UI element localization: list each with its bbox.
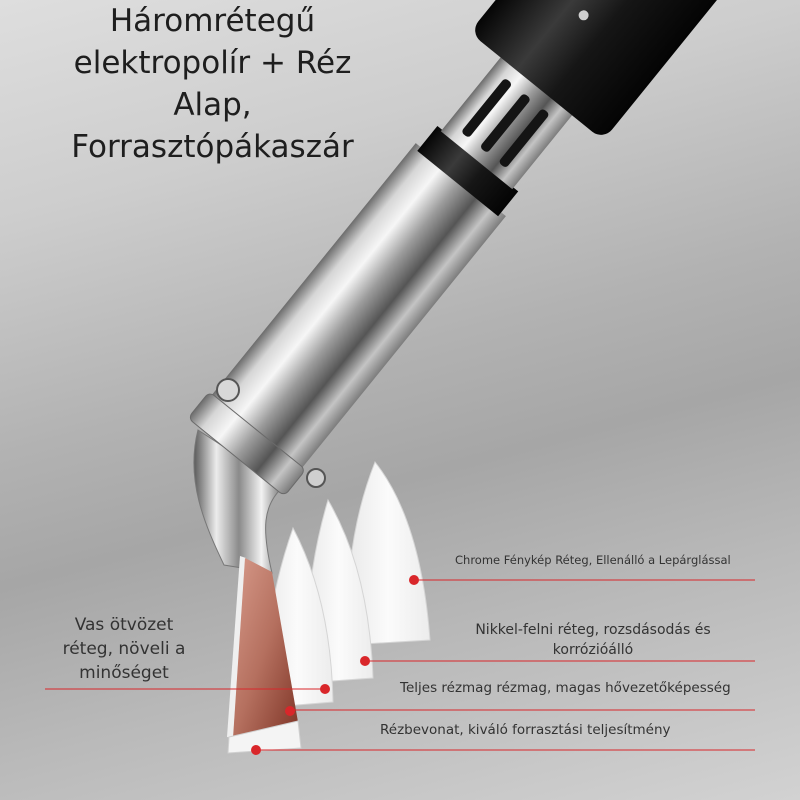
title-line: Forrasztópákaszár — [71, 129, 354, 165]
title-line: elektropolír + Réz — [73, 45, 352, 81]
iron-alloy-label-line: minőséget — [79, 663, 169, 683]
nickel-label-line: Nikkel-felni réteg, rozsdásodás és — [475, 622, 711, 638]
nickel-layer-label — [440, 620, 746, 660]
title-line: Alap, — [173, 87, 252, 123]
chrome-layer-label: Chrome Fénykép Réteg, Ellenálló a Lepárglással — [455, 553, 731, 567]
screw — [307, 469, 325, 487]
copper-plating-label: Rézbevonat, kiváló forrasztási teljesítmény — [380, 722, 671, 738]
chrome-marker-dot — [409, 575, 419, 585]
title-line: Háromrétegű — [109, 3, 316, 39]
nickel-marker-dot — [360, 656, 370, 666]
copper-plating-marker-dot — [251, 745, 261, 755]
copper-core-marker-dot — [285, 706, 295, 716]
iron-alloy-marker-dot — [320, 684, 330, 694]
screw — [217, 379, 239, 401]
iron-alloy-label — [24, 613, 224, 685]
iron-alloy-label-line: réteg, növeli a — [62, 639, 186, 659]
iron-alloy-label-line: Vas ötvözet — [74, 615, 174, 635]
nickel-label-line: korrózióálló — [552, 642, 634, 658]
page-title — [0, 0, 425, 168]
copper-core-label: Teljes rézmag rézmag, magas hővezetőképesség — [400, 680, 731, 696]
